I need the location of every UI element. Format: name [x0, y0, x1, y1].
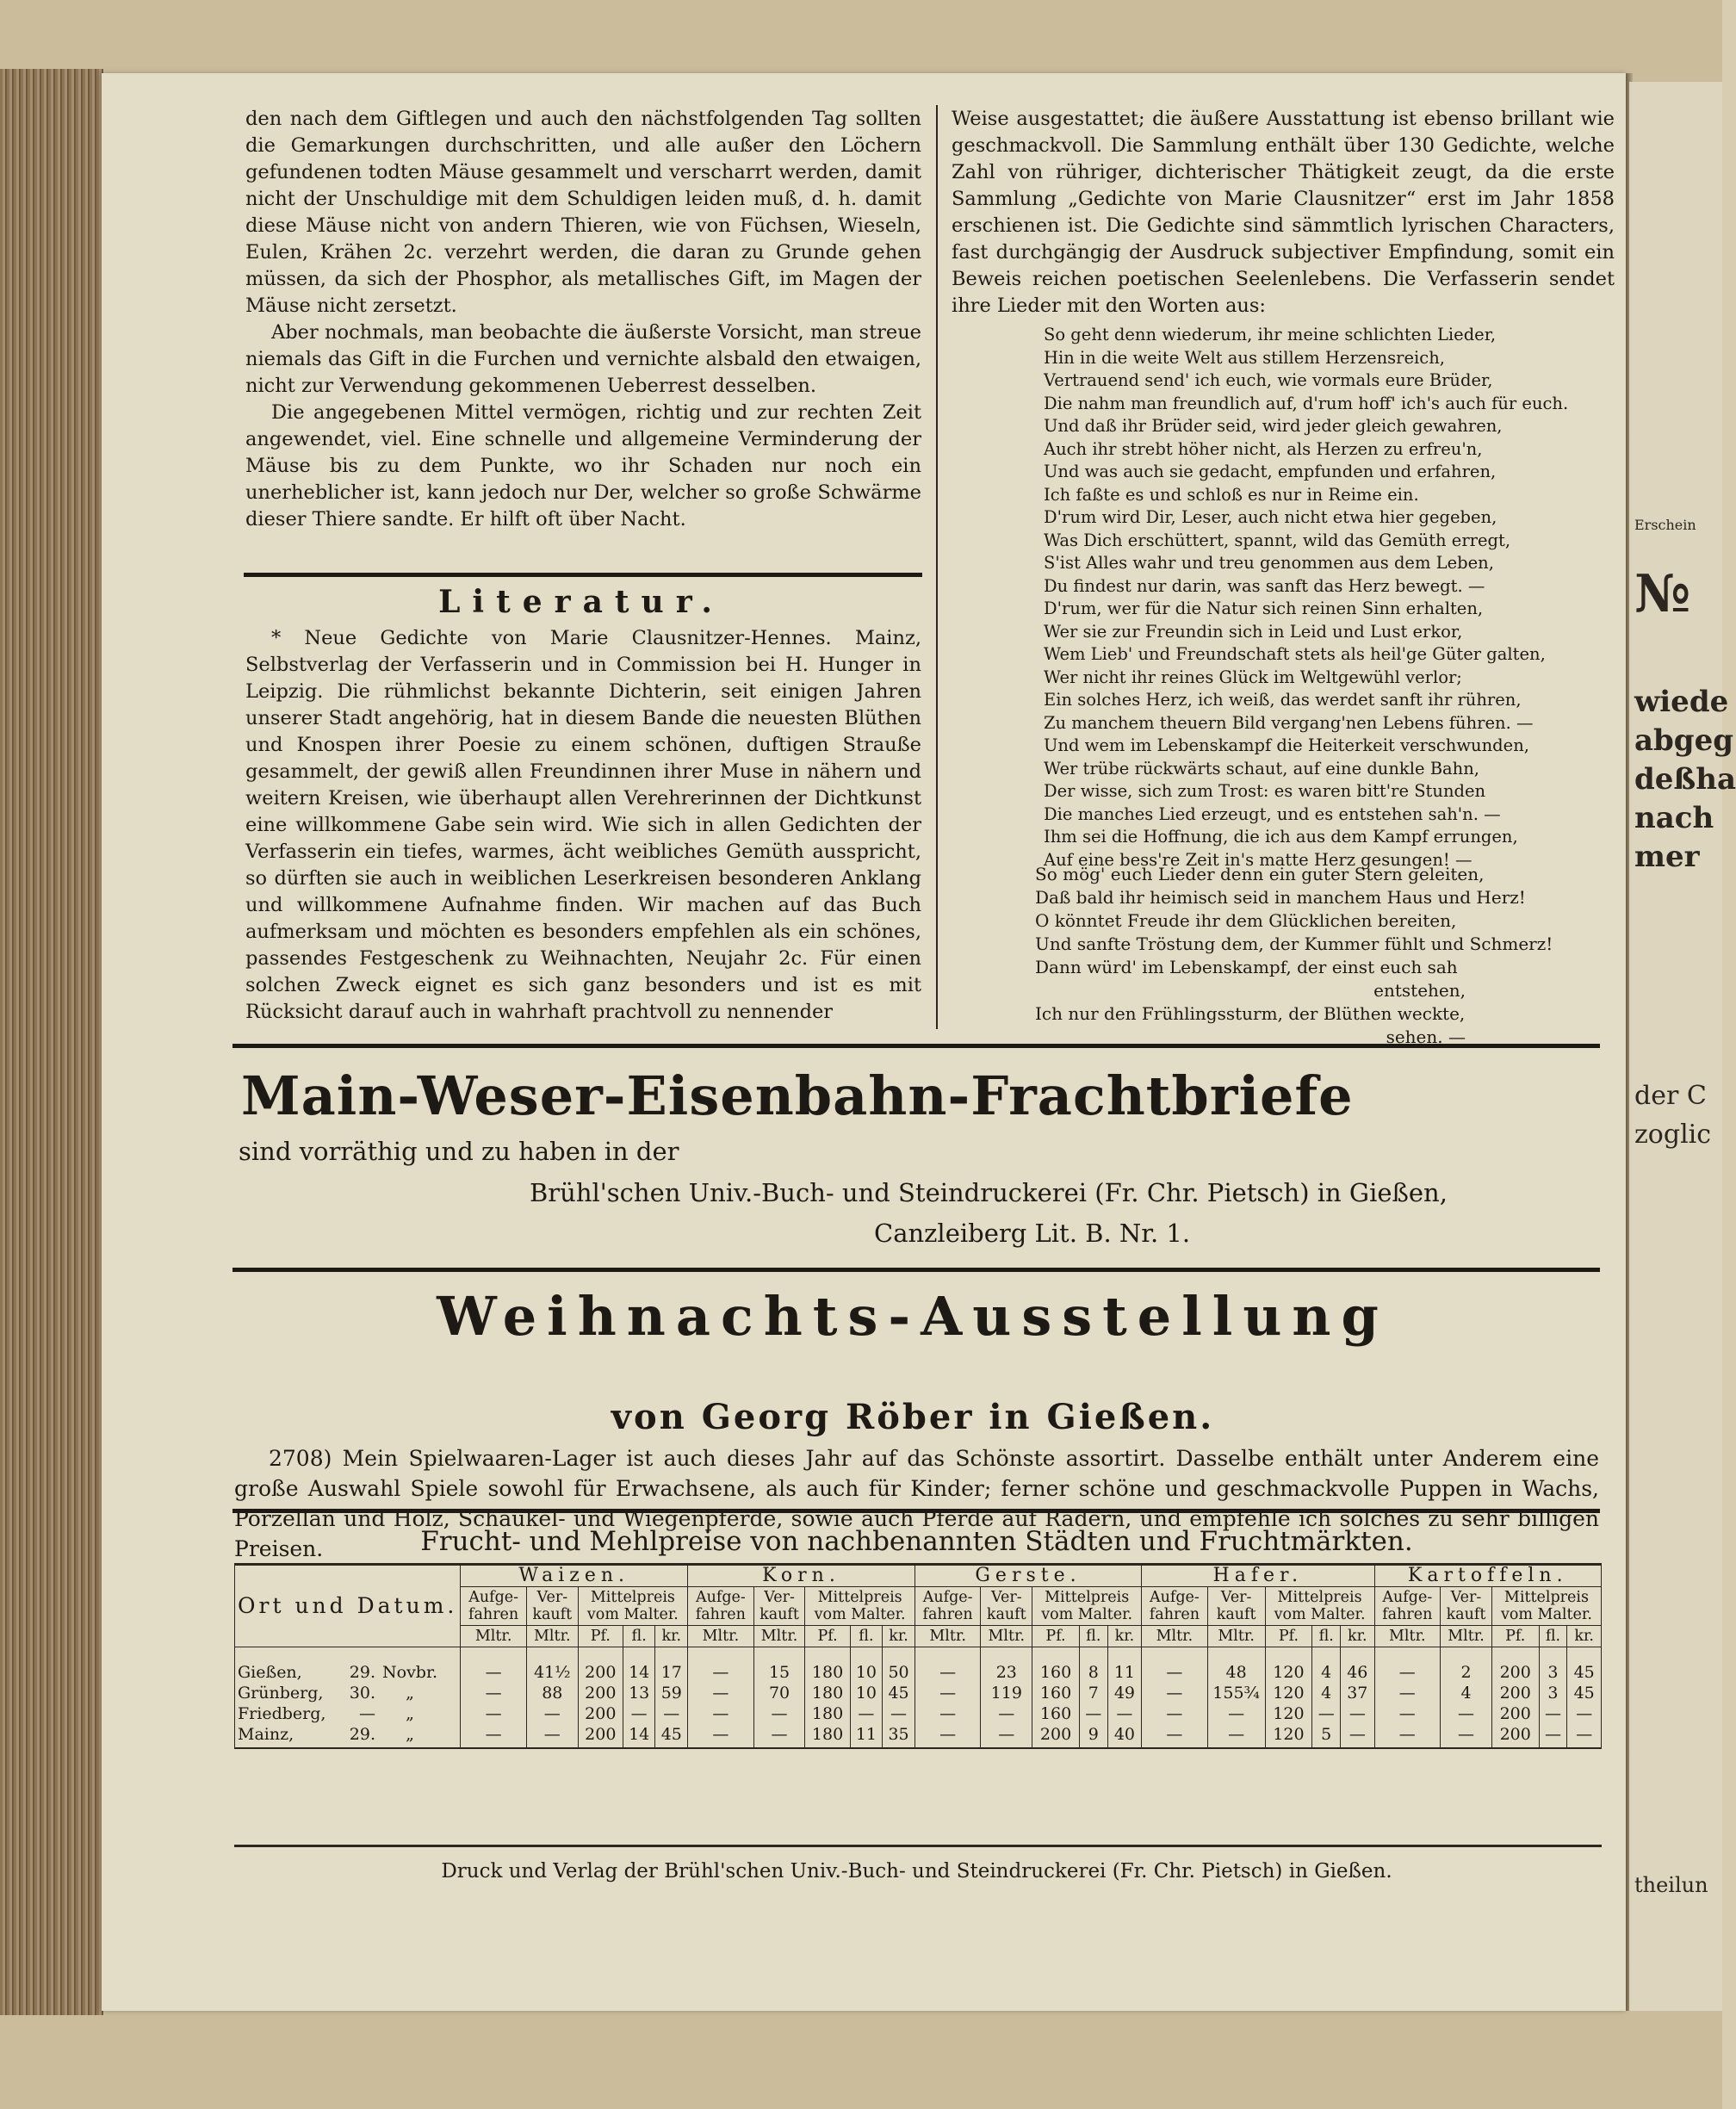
price-cell: 200	[1032, 1724, 1080, 1748]
price-cell: —	[753, 1703, 805, 1724]
price-cell: 155¾	[1207, 1683, 1265, 1703]
price-cell: —	[1142, 1703, 1208, 1724]
unit-header: Mltr.	[526, 1626, 578, 1647]
poem-line: Du findest nur darin, was sanft das Herz bewegt. —	[1044, 575, 1485, 596]
price-cell: 23	[981, 1647, 1032, 1684]
poem-line: Was Dich erschüttert, spannt, wild das Gemüth erregt,	[1044, 530, 1511, 550]
price-cell: 200	[578, 1703, 623, 1724]
price-cell: —	[1567, 1703, 1602, 1724]
place-month: „	[406, 1725, 414, 1744]
price-table-heading: Frucht- und Mehlpreise von nachbenannten Städten und Fruchtmärkten.	[420, 1526, 1413, 1557]
price-cell: —	[914, 1724, 981, 1748]
price-cell: —	[981, 1703, 1032, 1724]
adjacent-fragment: nach	[1634, 801, 1714, 835]
price-cell: 180	[805, 1703, 850, 1724]
poem-line: Ich faßte es und schloß es nur in Reime ein.	[1044, 484, 1419, 505]
poem-line: Ein solches Herz, ich weiß, das werdet sanft ihr rühren,	[1044, 690, 1522, 710]
unit-header: Mltr.	[1207, 1626, 1265, 1647]
price-cell: —	[1341, 1703, 1374, 1724]
poem-line: Hin in die weite Welt aus stillem Herzensreich,	[1044, 347, 1445, 368]
poem-line: S'ist Alles wahr und treu genommen aus dem Leben,	[1044, 553, 1494, 573]
paragraph: den nach dem Giftlegen und auch den nächstfolgenden Tag sollten die Gemarkungen durchschritten, und alle außer den Löchern gefundenen todten Mäuse gesammelt und verscharrt werden, damit nicht der Unschuldige mit dem Schuldigen leiden muß, d. h. damit diese Mäuse nicht von andern Thieren, wie von Füchsen, Wieseln, Eulen, Krähen 2c. verzehrt werden, die daran zu Grunde gehen müssen, da sich der Phosphor, als metallisches Gift, im Magen der Mäuse nicht zersetzt.	[245, 108, 921, 317]
price-cell: —	[1312, 1703, 1341, 1724]
unit-header: Mltr.	[981, 1626, 1032, 1647]
price-cell: —	[1374, 1703, 1441, 1724]
poem-line: Zu manchem theuern Bild vergang'nen Lebens führen. —	[1044, 712, 1534, 733]
col-header: Aufge-fahren	[461, 1587, 527, 1626]
poem-line: Ihm sei die Hoffnung, die ich aus dem Kampf errungen,	[1044, 827, 1518, 847]
price-cell: —	[688, 1683, 754, 1703]
price-cell: 7	[1079, 1683, 1107, 1703]
price-cell: 8	[1079, 1647, 1107, 1684]
price-cell: 10	[850, 1647, 883, 1684]
price-cell: 5	[1312, 1724, 1341, 1748]
section-divider	[232, 1509, 1600, 1513]
price-cell: 13	[623, 1683, 655, 1703]
price-cell: 120	[1265, 1647, 1312, 1684]
col-header: Mittelpreis vom Malter.	[1265, 1587, 1374, 1626]
price-cell: —	[688, 1724, 754, 1748]
poem-line: Vertrauend send' ich euch, wie vormals eure Brüder,	[1044, 370, 1493, 390]
poem-line: Und daß ihr Brüder seid, wird jeder gleich gewahren,	[1044, 416, 1503, 436]
price-cell: —	[1341, 1724, 1374, 1748]
table-row	[235, 1683, 1602, 1703]
price-cell: 11	[1107, 1647, 1141, 1684]
price-cell: 200	[1491, 1647, 1539, 1684]
place-header: Ort und Datum.	[235, 1565, 461, 1647]
poem-line: So mög' euch Lieder denn ein guter Stern geleiten,	[1035, 864, 1485, 884]
place-date: 29.	[349, 1725, 375, 1744]
poem-line: D'rum, wer für die Natur sich reinen Sinn erhalten,	[1044, 599, 1484, 618]
col-header: Mittelpreis vom Malter.	[1491, 1587, 1601, 1626]
poem-line: Wer trübe rückwärts schaut, auf eine dunkle Bahn,	[1044, 758, 1479, 778]
unit-header: Mltr.	[1441, 1626, 1492, 1647]
poem-line: Auf eine bess're Zeit in's matte Herz gesungen! —	[1044, 849, 1472, 870]
group-header: Kartoffeln.	[1374, 1565, 1601, 1587]
unit-header: fl.	[850, 1626, 883, 1647]
price-cell: 45	[883, 1683, 915, 1703]
book-spine	[0, 69, 103, 2015]
ad-frachtbriefe-line: Brühl'schen Univ.-Buch- und Steindruckerei (Fr. Chr. Pietsch) in Gießen,	[530, 1178, 1448, 1207]
price-cell: 200	[1491, 1683, 1539, 1703]
price-cell: 160	[1032, 1703, 1080, 1724]
unit-header: fl.	[1539, 1626, 1567, 1647]
price-cell: —	[1207, 1724, 1265, 1748]
unit-header: kr.	[1567, 1626, 1602, 1647]
place-name: Friedberg,	[238, 1704, 326, 1723]
place-cell	[235, 1683, 461, 1703]
col-header: Aufge-fahren	[688, 1587, 754, 1626]
price-cell: 119	[981, 1683, 1032, 1703]
group-header: Gerste.	[914, 1565, 1141, 1587]
unit-header: Pf.	[805, 1626, 850, 1647]
col-header: Ver-kauft	[1441, 1587, 1492, 1626]
price-cell: —	[1142, 1647, 1208, 1684]
place-cell	[235, 1647, 461, 1684]
price-cell: 59	[655, 1683, 688, 1703]
price-cell: —	[1374, 1647, 1441, 1684]
table-group-header-row	[235, 1565, 1602, 1587]
price-cell: 3	[1539, 1683, 1567, 1703]
literature-review: * Neue Gedichte von Marie Clausnitzer-Hennes. Mainz, Selbstverlag der Verfasserin und in Commission bei H. Hunger in Leipzig. Die rühmlichst bekannte Dichterin, seit einigen Jahren unserer Stadt angehörig, hat in diesem Bande die neuesten Blüthen und Knospen ihrer Poesie zu einem schönen, duftigen Strauße gesammelt, der gewiß allen Freundinnen ihrer Muse in nähern und weitern Kreisen, wie überhaupt allen Verehrerinnen der Dichtkunst eine willkommene Gabe sein wird. Wie sich in allen Gedichten der Verfasserin ein tiefes, warmes, ächt weibliches Gemüth ausspricht, so dürften sie auch in weiblichen Leserkreisen besonderen Anklang und willkommene Aufnahme finden. Wir machen auf das Buch aufmerksam und möchten es besonders empfehlen als ein schönes, passendes Festgeschenk zu Weihnachten, Neujahr 2c. Für einen solchen Zweck eignet es sich ganz besonders und ist es mit Rücksicht darauf auch in wahrhaft prachtvoll zu nennender	[245, 627, 921, 1023]
price-cell: —	[461, 1703, 527, 1724]
section-divider	[232, 1044, 1600, 1048]
ad-frachtbriefe-title: Main-Weser-Eisenbahn-Frachtbriefe	[241, 1064, 1354, 1127]
price-cell: 200	[578, 1683, 623, 1703]
price-cell: 49	[1107, 1683, 1141, 1703]
place-cell	[235, 1724, 461, 1748]
price-cell: 45	[655, 1724, 688, 1748]
section-divider	[244, 573, 922, 577]
place-date: 29.	[349, 1663, 375, 1682]
price-cell: 9	[1079, 1724, 1107, 1748]
adjacent-fragment: abgeg	[1634, 723, 1733, 758]
adjacent-fragment: Erschein	[1634, 517, 1696, 533]
poem-line: Ich nur den Frühlingssturm, der Blüthen weckte,	[1035, 1003, 1466, 1024]
unit-header: Pf.	[1491, 1626, 1539, 1647]
poem-line: Wer nicht ihr reines Glück im Weltgewühl verlor;	[1044, 667, 1462, 687]
unit-header: Pf.	[1032, 1626, 1080, 1647]
price-cell: —	[883, 1703, 915, 1724]
ad-frachtbriefe-line: sind vorräthig und zu haben in der	[239, 1137, 679, 1166]
price-cell: 48	[1207, 1647, 1265, 1684]
place-name: Gießen,	[238, 1663, 302, 1682]
section-divider	[232, 1268, 1600, 1272]
poem-line: Und wem im Lebenskampf die Heiterkeit verschwunden,	[1044, 735, 1529, 755]
price-cell: —	[1539, 1703, 1567, 1724]
price-cell: 45	[1567, 1647, 1602, 1684]
price-cell: —	[1079, 1703, 1107, 1724]
poem-line: O könntet Freude ihr dem Glücklichen bereiten,	[1035, 910, 1457, 931]
col-header: Aufge-fahren	[914, 1587, 981, 1626]
price-cell: 4	[1441, 1683, 1492, 1703]
poem-line: Und was auch sie gedacht, empfunden und erfahren,	[1044, 462, 1497, 481]
price-cell: —	[1142, 1683, 1208, 1703]
poem-block	[1044, 324, 1595, 872]
price-cell: 120	[1265, 1703, 1312, 1724]
table-row	[235, 1703, 1602, 1724]
price-cell: 10	[850, 1683, 883, 1703]
price-cell: —	[688, 1647, 754, 1684]
price-cell: —	[1441, 1724, 1492, 1748]
price-cell: —	[526, 1724, 578, 1748]
group-header: Waizen.	[461, 1565, 688, 1587]
price-cell: 4	[1312, 1647, 1341, 1684]
adjacent-fragment: der C	[1634, 1081, 1707, 1111]
unit-header: fl.	[1312, 1626, 1341, 1647]
poem-line: Die nahm man freundlich auf, d'rum hoff' ich's auch für euch.	[1044, 393, 1569, 413]
price-cell: —	[461, 1724, 527, 1748]
price-cell: 17	[655, 1647, 688, 1684]
poem-line: Wer sie zur Freundin sich in Leid und Lust erkor,	[1044, 621, 1463, 642]
poem-line: Dann würd' im Lebenskampf, der einst euch sah	[1035, 957, 1458, 977]
price-cell: —	[688, 1703, 754, 1724]
price-cell: 200	[1491, 1724, 1539, 1748]
price-cell: 200	[578, 1647, 623, 1684]
unit-header: kr.	[1107, 1626, 1141, 1647]
price-cell: 45	[1567, 1683, 1602, 1703]
adjacent-fragment: zoglic	[1634, 1120, 1712, 1150]
unit-header: kr.	[1341, 1626, 1374, 1647]
col-header: Ver-kauft	[981, 1587, 1032, 1626]
price-cell: 2	[1441, 1647, 1492, 1684]
ad-weihnachten-title: Weihnachts-Ausstellung	[437, 1285, 1389, 1348]
place-month: Novbr.	[382, 1663, 437, 1682]
unit-header: Pf.	[578, 1626, 623, 1647]
paragraph: Die angegebenen Mittel vermögen, richtig und zur rechten Zeit angewendet, viel. Eine schnelle und allgemeine Verminderung der Mäuse bis zu dem Punkte, wo ihr Schaden nur noch ein unerheblicher ist, kann jedoch nur Der, welcher so große Schwärme dieser Thiere sandte. Er hilft oft über Nacht.	[245, 401, 921, 530]
poem-line: D'rum wird Dir, Leser, auch nicht etwa hier gegeben,	[1044, 507, 1497, 527]
adjacent-page	[1629, 82, 1736, 2011]
price-table	[234, 1563, 1602, 1749]
price-cell: —	[914, 1683, 981, 1703]
adjacent-fragment: wiede	[1634, 685, 1729, 719]
place-name: Mainz,	[238, 1725, 294, 1744]
price-cell: 120	[1265, 1724, 1312, 1748]
price-cell: 180	[805, 1724, 850, 1748]
price-cell: 180	[805, 1647, 850, 1684]
poem-line: Auch ihr strebt höher nicht, als Herzen zu erfreu'n,	[1044, 438, 1483, 459]
price-cell: 70	[753, 1683, 805, 1703]
col-header: Mittelpreis vom Malter.	[578, 1587, 687, 1626]
price-cell: 35	[883, 1724, 915, 1748]
poem-closing-stanza	[1035, 863, 1595, 1049]
unit-header: Mltr.	[753, 1626, 805, 1647]
price-cell: 14	[623, 1647, 655, 1684]
price-cell: 200	[1491, 1703, 1539, 1724]
col-header: Ver-kauft	[753, 1587, 805, 1626]
poem-line: So geht denn wiederum, ihr meine schlichten Lieder,	[1044, 325, 1497, 344]
place-date: 30.	[349, 1684, 375, 1703]
poem-line: sehen. —	[1386, 1027, 1466, 1047]
imprint: Druck und Verlag der Brühl'schen Univ.-Buch- und Steindruckerei (Fr. Chr. Pietsch) in Gießen.	[441, 1860, 1392, 1883]
left-column	[245, 106, 921, 533]
place-name: Grünberg,	[238, 1684, 324, 1703]
price-cell: —	[461, 1647, 527, 1684]
price-cell: 11	[850, 1724, 883, 1748]
price-cell: —	[1374, 1724, 1441, 1748]
price-cell: —	[914, 1647, 981, 1684]
literature-heading: Literatur.	[438, 584, 724, 620]
col-header: Aufge-fahren	[1374, 1587, 1441, 1626]
unit-header: Mltr.	[461, 1626, 527, 1647]
table-row	[235, 1647, 1602, 1684]
ad-weihnachten-body: 2708) Mein Spielwaaren-Lager ist auch dieses Jahr auf das Schönste assortirt. Dasselbe enthält unter Anderem eine große Auswahl Spiele sowohl für Erwachsene, als auch für Kinder; ferner schöne und geschmackvolle Puppen in Wachs, Porzellan und Holz, Schaukel- und Wiegenpferde, sowie auch Pferde auf Rädern, und empfehle ich solches zu sehr billigen Preisen.	[234, 1446, 1599, 1561]
price-cell: —	[526, 1703, 578, 1724]
price-cell: 15	[753, 1647, 805, 1684]
price-cell: —	[655, 1703, 688, 1724]
price-cell: 88	[526, 1683, 578, 1703]
unit-header: Mltr.	[1142, 1626, 1208, 1647]
unit-header: kr.	[655, 1626, 688, 1647]
ad-frachtbriefe-line: Canzleiberg Lit. B. Nr. 1.	[874, 1219, 1191, 1248]
group-header: Korn.	[688, 1565, 915, 1587]
group-header: Hafer.	[1142, 1565, 1374, 1587]
unit-header: Pf.	[1265, 1626, 1312, 1647]
price-cell: 3	[1539, 1647, 1567, 1684]
price-cell: 160	[1032, 1683, 1080, 1703]
price-cell: 200	[578, 1724, 623, 1748]
place-month: „	[406, 1704, 414, 1723]
price-cell: —	[914, 1703, 981, 1724]
price-cell: —	[850, 1703, 883, 1724]
place-date: —	[359, 1704, 375, 1723]
price-cell: 50	[883, 1647, 915, 1684]
adjacent-fragment: theilun	[1634, 1873, 1708, 1897]
table-row	[235, 1724, 1602, 1748]
adjacent-fragment: deßha	[1634, 762, 1736, 797]
price-cell: 4	[1312, 1683, 1341, 1703]
price-cell: 40	[1107, 1724, 1141, 1748]
unit-header: fl.	[1079, 1626, 1107, 1647]
adjacent-fragment: mer	[1634, 840, 1700, 874]
price-cell: —	[461, 1683, 527, 1703]
unit-header: Mltr.	[1374, 1626, 1441, 1647]
price-cell: —	[623, 1703, 655, 1724]
section-divider	[234, 1845, 1602, 1847]
column-rule	[936, 105, 938, 1029]
price-cell: 14	[623, 1724, 655, 1748]
price-cell: —	[981, 1724, 1032, 1748]
poem-line: Die manches Lied erzeugt, und es entstehen sah'n. —	[1044, 803, 1501, 824]
price-cell: 160	[1032, 1647, 1080, 1684]
right-column-intro: Weise ausgestattet; die äußere Ausstattung ist ebenso brillant wie geschmackvoll. Die Sammlung enthält über 130 Gedichte, welche Zahl von rühriger, dichterischer Thätigkeit zeugt, da die erste Sammlung „Gedichte von Marie Clausnitzer“ erst im Jahr 1858 erschienen ist. Die Gedichte sind sämmtlich lyrischen Characters, fast durchgängig der Ausdruck subjectiver Empfindung, somit ein Beweis reichen poetischen Seelenlebens. Die Verfasserin sendet ihre Lieder mit den Worten aus:	[952, 108, 1615, 317]
unit-header: Mltr.	[914, 1626, 981, 1647]
poem-line: Und sanfte Tröstung dem, der Kummer fühlt und Schmerz!	[1035, 934, 1553, 954]
price-cell: —	[1441, 1703, 1492, 1724]
unit-header: Mltr.	[688, 1626, 754, 1647]
ad-weihnachten-subtitle: von Georg Röber in Gießen.	[611, 1397, 1215, 1437]
price-cell: 37	[1341, 1683, 1374, 1703]
price-cell: 46	[1341, 1647, 1374, 1684]
col-header: Ver-kauft	[526, 1587, 578, 1626]
price-cell: 41½	[526, 1647, 578, 1684]
poem-line: Daß bald ihr heimisch seid in manchem Haus und Herz!	[1035, 887, 1526, 908]
place-month: „	[406, 1684, 414, 1703]
price-cell: 180	[805, 1683, 850, 1703]
price-cell: —	[1107, 1703, 1141, 1724]
unit-header: kr.	[883, 1626, 915, 1647]
price-cell: —	[1142, 1724, 1208, 1748]
price-cell: —	[1567, 1724, 1602, 1748]
col-header: Aufge-fahren	[1142, 1587, 1208, 1626]
price-cell: —	[753, 1724, 805, 1748]
col-header: Mittelpreis vom Malter.	[1032, 1587, 1142, 1626]
price-cell: 120	[1265, 1683, 1312, 1703]
poem-line: Der wisse, sich zum Trost: es waren bitt're Stunden	[1044, 781, 1486, 801]
col-header: Ver-kauft	[1207, 1587, 1265, 1626]
price-cell: —	[1539, 1724, 1567, 1748]
poem-line: entstehen,	[1373, 980, 1466, 1001]
place-cell	[235, 1703, 461, 1724]
unit-header: fl.	[623, 1626, 655, 1647]
col-header: Mittelpreis vom Malter.	[805, 1587, 914, 1626]
poem-line: Wem Lieb' und Freundschaft stets als heil'ge Güter galten,	[1044, 644, 1546, 664]
paragraph: Aber nochmals, man beobachte die äußerste Vorsicht, man streue niemals das Gift in die Furchen und vernichte alsbald den etwaigen, nicht zur Verwendung gekommenen Ueberrest desselben.	[245, 321, 921, 397]
price-cell: —	[1207, 1703, 1265, 1724]
price-cell: —	[1374, 1683, 1441, 1703]
adjacent-fragment: №	[1634, 564, 1691, 624]
